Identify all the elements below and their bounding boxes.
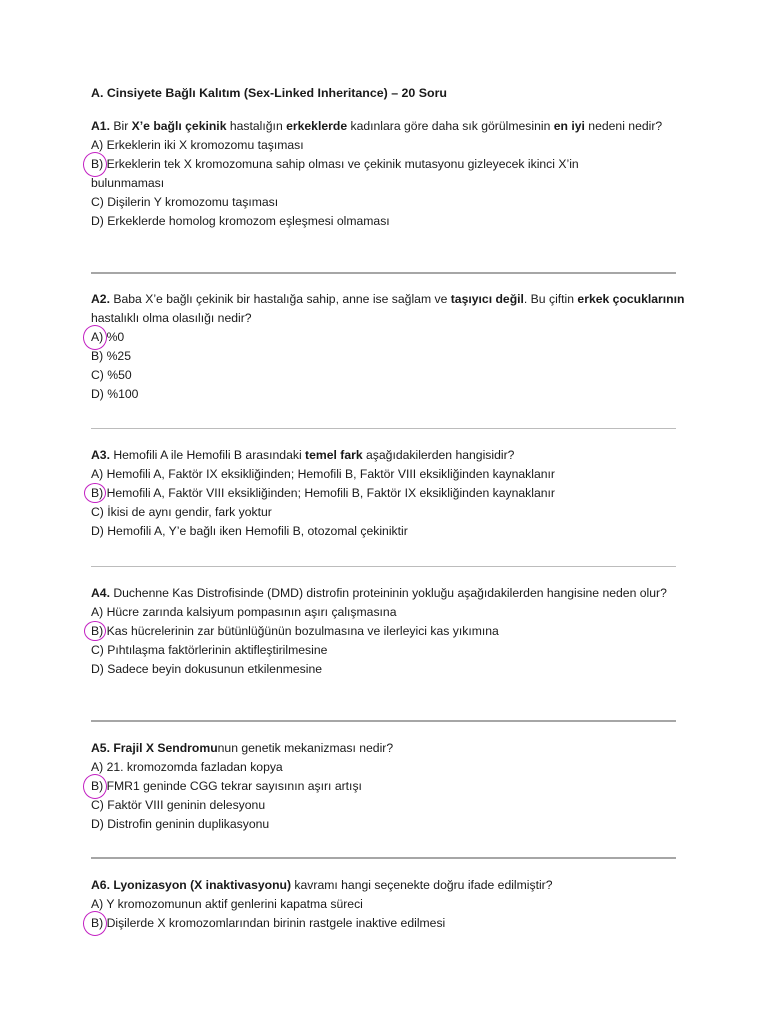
question-a5 [91,739,691,834]
option-b-selected[interactable]: B) Dişilerde X kromozomlarından birinin rastgele inaktive edilmesi [91,914,691,933]
option-d[interactable]: D) Sadece beyin dokusunun etkilenmesine [91,662,323,676]
option-b-selected[interactable]: B) Hemofili A, Faktör VIII eksikliğinden; Hemofili B, Faktör IX eksikliğinden kaynaklanır [91,484,691,503]
question-text: A5. Frajil X Sendromunun genetik mekanizması nedir? [91,741,394,755]
question-a1 [91,117,691,231]
option-c[interactable]: C) Pıhtılaşma faktörlerinin aktifleştirilmesine [91,643,328,657]
question-a2 [91,290,691,404]
separator-line [91,720,676,722]
option-d[interactable]: D) Hemofili A, Y’e bağlı iken Hemofili B, otozomal çekiniktir [91,524,408,538]
question-text: A4. Duchenne Kas Distrofisinde (DMD) distrofin proteininin yokluğu aşağıdakilerden hangisine neden olur? [91,586,667,600]
option-b-continued: bulunmaması [91,176,165,190]
option-d[interactable]: D) %100 [91,387,139,401]
document-title: A. Cinsiyete Bağlı Kalıtım (Sex-Linked Inheritance) – 20 Soru [91,86,447,100]
question-a6 [91,876,691,933]
separator-line [91,857,676,859]
question-text: A3. Hemofili A ile Hemofili B arasındaki temel fark aşağıdakilerden hangisidir? [91,448,515,462]
option-a[interactable]: A) Hemofili A, Faktör IX eksikliğinden; Hemofili B, Faktör VIII eksikliğinden kaynaklanır [91,467,555,481]
option-d[interactable]: D) Erkeklerde homolog kromozom eşleşmesi olmaması [91,214,390,228]
separator-line [91,272,676,274]
option-c[interactable]: C) Faktör VIII geninin delesyonu [91,798,266,812]
question-text: A2. Baba X’e bağlı çekinik bir hastalığa sahip, anne ise sağlam ve taşıyıcı değil. Bu çiftin erkek çocuklarının hastalıklı olma olasılığı nedir? [91,292,685,325]
answer-circle-mark [84,621,106,641]
option-a[interactable]: A) Erkeklerin iki X kromozomu taşıması [91,138,304,152]
separator-line [91,566,676,567]
option-c[interactable]: C) %50 [91,368,132,382]
option-d[interactable]: D) Distrofin geninin duplikasyonu [91,817,270,831]
option-b[interactable]: B) %25 [91,349,131,363]
option-b-selected[interactable]: B) Kas hücrelerinin zar bütünlüğünün bozulmasına ve ilerleyici kas yıkımına [91,622,691,641]
question-a4 [91,584,691,679]
question-text: A1. Bir X’e bağlı çekinik hastalığın erkeklerde kadınlara göre daha sık görülmesinin en iyi nedeni nedir? [91,119,663,133]
option-a[interactable]: A) Y kromozomunun aktif genlerini kapatma süreci [91,897,363,911]
separator-line [91,428,676,429]
option-c[interactable]: C) İkisi de aynı gendir, fark yoktur [91,505,272,519]
question-a3 [91,446,691,541]
option-b-selected[interactable]: B) FMR1 geninde CGG tekrar sayısının aşırı artışı [91,777,691,796]
option-b-selected[interactable]: B) Erkeklerin tek X kromozomuna sahip olması ve çekinik mutasyonu gizleyecek ikinci X’in [91,155,691,174]
answer-circle-mark [83,911,107,936]
option-a-selected[interactable]: A) %0 [91,328,691,347]
option-a[interactable]: A) 21. kromozomda fazladan kopya [91,760,283,774]
option-a[interactable]: A) Hücre zarında kalsiyum pompasının aşırı çalışmasına [91,605,397,619]
question-text: A6. Lyonizasyon (X inaktivasyonu) kavramı hangi seçenekte doğru ifade edilmiştir? [91,878,553,892]
option-c[interactable]: C) Dişilerin Y kromozomu taşıması [91,195,279,209]
answer-circle-mark [84,483,106,503]
